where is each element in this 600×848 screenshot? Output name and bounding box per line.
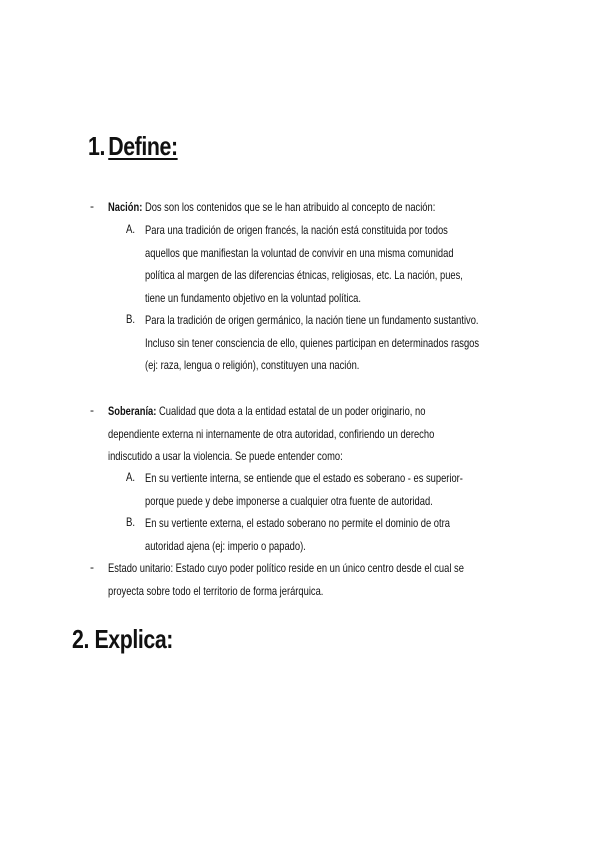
nacion-term: Nación: <box>108 200 143 214</box>
text-line: (ej: raza, lengua o religión), constituyen una nación. <box>145 358 360 372</box>
bullet-dash: - <box>90 560 94 574</box>
bullet-dash: - <box>90 403 94 417</box>
text-line: dependiente externa ni internamente de otra autoridad, confiriendo un derecho <box>108 426 435 441</box>
list-marker: B. <box>126 515 136 529</box>
soberania-term: Soberanía: <box>108 404 157 418</box>
nacion-item-b <box>145 309 479 377</box>
section-1-number: 1. <box>88 131 105 161</box>
text-line: política al margen de las diferencias étnicas, religiosas, etc. La nación, pues, <box>145 268 463 282</box>
text-line: Incluso sin tener consciencia de ello, quienes participan en determinados rasgos <box>145 335 480 350</box>
list-marker: A. <box>126 222 136 236</box>
text-line: indiscutido a usar la violencia. Se puede entender como: <box>108 449 343 463</box>
text-line: aquellos que manifiestan la voluntad de convivir en una misma comunidad <box>145 245 454 260</box>
text-line: En su vertiente interna, se entiende que el estado es soberano - es superior- <box>145 471 463 485</box>
soberania-first-line: Cualidad que dota a la entidad estatal de un poder originario, no <box>158 404 426 418</box>
nacion-intro: Dos son los contenidos que se le han atribuido al concepto de nación: <box>144 200 436 214</box>
estado-unitario-definition <box>108 557 464 602</box>
list-marker: A. <box>126 470 136 484</box>
section-1-heading <box>88 131 178 162</box>
soberania-definition <box>108 400 434 468</box>
text-line: Para la tradición de origen germánico, la nación tiene un fundamento sustantivo. <box>145 313 479 327</box>
text-line: porque puede y debe imponerse a cualquier otra fuente de autoridad. <box>145 493 433 508</box>
text-line: Estado unitario: Estado cuyo poder político reside en un único centro desde el cual se <box>108 561 464 575</box>
bullet-dash: - <box>90 199 94 213</box>
text-line: Para una tradición de origen francés, la nación está constituida por todos <box>145 223 448 237</box>
soberania-item-a <box>145 467 463 512</box>
section-1-title: Define: <box>108 131 178 161</box>
soberania-item-b <box>145 512 450 557</box>
text-line: En su vertiente externa, el estado soberano no permite el dominio de otra <box>145 516 450 530</box>
text-line <box>108 400 434 423</box>
text-line: proyecta sobre todo el territorio de forma jerárquica. <box>108 583 324 598</box>
list-marker: B. <box>126 312 136 326</box>
text-line: autoridad ajena (ej: imperio o papado). <box>145 538 306 553</box>
nacion-item-a <box>145 219 463 309</box>
section-2-heading: 2. Explica: <box>72 624 173 654</box>
nacion-definition <box>108 196 435 219</box>
text-line: tiene un fundamento objetivo en la voluntad política. <box>145 290 361 305</box>
